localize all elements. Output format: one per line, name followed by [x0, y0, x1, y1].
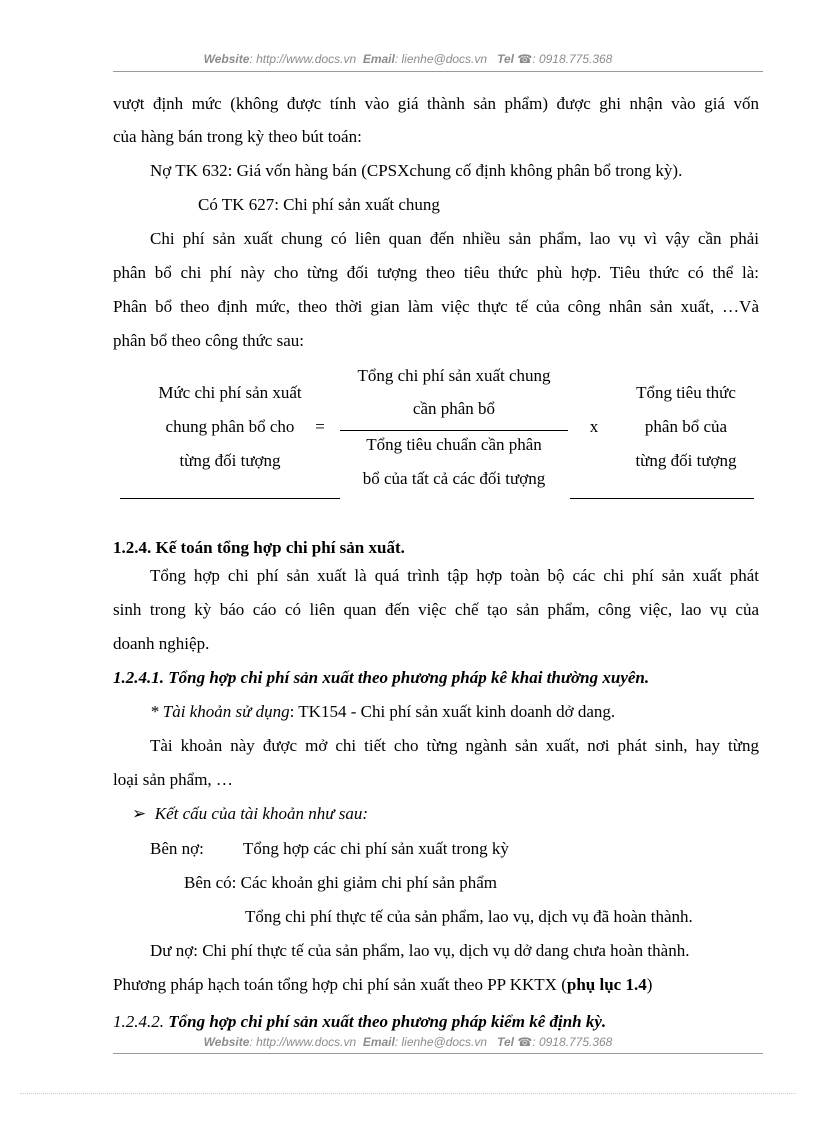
structure-bullet-item: [132, 804, 368, 824]
paragraph-line: Chi phí sản xuất chung có liên quan đến nhiều sản phẩm, lao vụ vì vậy cần phải: [150, 229, 759, 248]
email-label: Email: [362, 52, 395, 66]
formula-left-line: từng đối tượng: [179, 451, 281, 470]
phone-icon: ☎: [517, 1035, 533, 1049]
structure-label: Kết cấu của tài khoản như sau:: [154, 804, 368, 823]
formula-times: x: [589, 417, 599, 436]
formula-denominator-line: Tổng tiêu chuẩn cần phân: [366, 435, 542, 454]
website-url: : http://www.docs.vn: [249, 52, 357, 66]
formula-denominator-line: bổ của tất cả các đối tượng: [362, 469, 546, 488]
debit-entry: Nợ TK 632: Giá vốn hàng bán (CPSXchung cố định không phân bổ trong kỳ).: [150, 161, 683, 180]
debit-value: Tổng hợp các chi phí sản xuất trong kỳ: [243, 839, 509, 858]
paragraph-line: Tổng hợp chi phí sản xuất là quá trình tập hợp toàn bộ các chi phí sản xuất phát: [150, 566, 759, 585]
fraction-bar: [340, 430, 568, 431]
account-used: [150, 702, 615, 722]
formula-right-line: từng đối tượng: [635, 451, 737, 470]
email-value: : lienhe@docs.vn: [394, 1035, 488, 1049]
paragraph-line: vượt định mức (không được tính vào giá thành sản phẩm) được ghi nhận vào giá vốn: [113, 94, 759, 113]
phone-icon: ☎: [517, 52, 533, 66]
website-label: Website: [203, 52, 250, 66]
tel-label: Tel: [497, 1035, 514, 1049]
formula-equals: =: [315, 417, 325, 436]
formula-right-line: phân bổ của: [644, 417, 728, 436]
website-label: Website: [203, 1035, 250, 1049]
footer-rule: [113, 1053, 763, 1054]
tel-label: Tel: [497, 52, 514, 66]
paragraph-line: loại sản phẩm, …: [113, 770, 233, 789]
formula-numerator-line: cần phân bổ: [412, 399, 496, 418]
arrow-bullet-icon: ➢: [132, 804, 147, 823]
website-url: : http://www.docs.vn: [249, 1035, 357, 1049]
formula-right-line: Tổng tiêu thức: [636, 383, 736, 402]
credit-line-2: Tổng chi phí thực tế của sản phẩm, lao vụ, dịch vụ đã hoàn thành.: [245, 907, 693, 926]
subsection-heading-1242: [113, 1012, 606, 1032]
account-label: * Tài khoản sử dụng: [150, 702, 290, 721]
formula-left-underline: [120, 498, 340, 499]
formula-left-line: chung phân bổ cho: [165, 417, 295, 436]
subsection-number: 1.2.4.2.: [113, 1012, 164, 1031]
subsection-title: Tổng hợp chi phí sản xuất theo phương pháp kiểm kê định kỳ.: [168, 1012, 607, 1031]
credit-entry: Có TK 627: Chi phí sản xuất chung: [198, 195, 440, 214]
credit-line: Bên có: Các khoản ghi giảm chi phí sản phẩm: [184, 873, 498, 892]
page-boundary: [20, 1093, 796, 1094]
subsection-heading: 1.2.4.1. Tổng hợp chi phí sản xuất theo phương pháp kê khai thường xuyên.: [113, 668, 650, 687]
tel-value: : 0918.775.368: [532, 52, 613, 66]
paragraph-line: của hàng bán trong kỳ theo bút toán:: [113, 127, 362, 146]
paragraph-line: Tài khoản này được mở chi tiết cho từng ngành sản xuất, nơi phát sinh, hay từng: [150, 736, 759, 755]
paragraph-line: doanh nghiệp.: [113, 634, 210, 653]
paragraph-line: phân bổ theo công thức sau:: [113, 331, 304, 350]
paragraph-line: Phân bổ theo định mức, theo thời gian làm việc thực tế của công nhân sản xuất, …Và: [113, 297, 759, 316]
balance-line: Dư nợ: Chi phí thực tế của sản phẩm, lao vụ, dịch vụ dở dang chưa hoàn thành.: [150, 941, 690, 960]
debit-label: Bên nợ:: [150, 839, 204, 858]
section-heading: 1.2.4. Kế toán tổng hợp chi phí sản xuất.: [113, 538, 405, 557]
method-text: Phương pháp hạch toán tổng hợp chi phí sản xuất theo PP KKTX (: [113, 975, 567, 994]
account-value: : TK154 - Chi phí sản xuất kinh doanh dở dang.: [289, 702, 616, 721]
email-label: Email: [362, 1035, 395, 1049]
tel-value: : 0918.775.368: [532, 1035, 613, 1049]
paragraph-line: sinh trong kỳ báo cáo có liên quan đến việc chế tạo sản phẩm, công việc, lao vụ của: [113, 600, 759, 619]
header-rule: [113, 71, 763, 72]
page-header: [0, 52, 816, 66]
method-line: [113, 975, 652, 995]
email-value: : lienhe@docs.vn: [394, 52, 488, 66]
formula-left-line: Mức chi phí sản xuất: [158, 383, 302, 402]
page-footer: [0, 1035, 816, 1049]
appendix-reference: phụ lục 1.4: [566, 975, 647, 994]
paragraph-line: phân bổ chi phí này cho từng đối tượng theo tiêu thức phù hợp. Tiêu thức có thể là:: [113, 263, 759, 282]
formula-numerator-line: Tổng chi phí sản xuất chung: [357, 366, 551, 385]
method-close: ): [646, 975, 653, 994]
formula-right-underline: [570, 498, 754, 499]
